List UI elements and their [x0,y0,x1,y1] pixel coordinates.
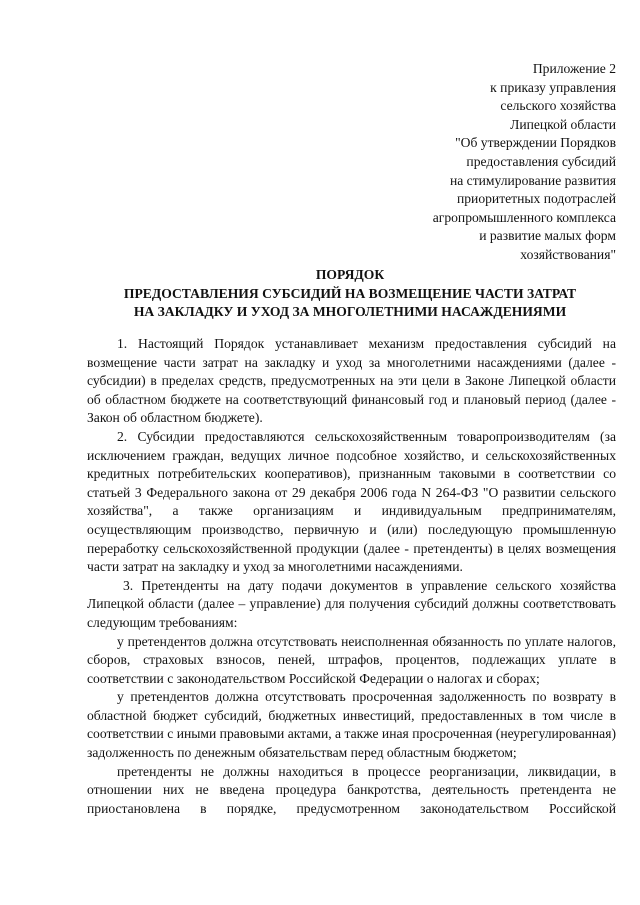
appendix-line: на стимулирование развития [449,172,616,188]
body-paragraph: 1. Настоящий Порядок устанавливает механизм предоставления субсидий на возмещение части затрат на закладку и уход за многолетними насаждениями (далее - субсидии) в пределах средств, предусмотренных на эти цели в Законе Липецкой области об областном бюджете на соответствующий финансовый год и плановый период (далее - Закон об областном бюджете). [87,336,616,426]
appendix-line: Приложение 2 [532,61,616,76]
appendix-header [356,60,616,265]
body-paragraph: 3. Претенденты на дату подачи документов в управление сельского хозяйства Липецкой области (далее – управление) для получения субсидий должны соответствовать следующим требованиям: [87,577,616,630]
appendix-line: агропромышленного комплекса [432,209,616,225]
document-body [87,335,616,818]
appendix-line: приоритетных подотраслей [456,191,616,207]
title-line: ПРЕДОСТАВЛЕНИЯ СУБСИДИЙ НА ВОЗМЕЩЕНИЕ ЧАСТИ ЗАТРАТ [123,285,577,301]
appendix-line: "Об утверждении Порядков [455,135,616,151]
body-paragraph: претенденты не должны находиться в процессе реорганизации, ликвидации, в отношении них не введена процедура банкротства, деятельность претендента не приостановлена в порядке, предусмотренном законодательством Российской [87,763,616,816]
title-line: ПОРЯДОК [315,267,385,282]
appendix-line: предоставления субсидий [466,153,616,169]
body-paragraph: у претендентов должна отсутствовать просроченная задолженность по возврату в областной бюджет субсидий, бюджетных инвестиций, предоставленных в том числе в соответствии с иными правовыми актами, а также иная просроченная (неурегулированная) задолженность по денежным обязательствам перед областным бюджетом; [87,689,616,761]
body-paragraph: у претендентов должна отсутствовать неисполненная обязанность по уплате налогов, сборов, страховых взносов, пеней, штрафов, процентов, подлежащих уплате в соответствии с законодательством Российской Федерации о налогах и сборах; [87,633,616,686]
appendix-line: и развитие малых форм [479,228,616,244]
appendix-line: Липецкой области [510,116,616,132]
appendix-line: к приказу управления [490,79,616,95]
title-line: НА ЗАКЛАДКУ И УХОД ЗА МНОГОЛЕТНИМИ НАСАЖДЕНИЯМИ [133,304,567,319]
appendix-line: хозяйствования" [520,246,616,262]
appendix-line: сельского хозяйства [500,98,616,114]
document-title [70,266,630,322]
body-paragraph: 2. Субсидии предоставляются сельскохозяйственным товаропроизводителям (за исключением граждан, ведущих личное подсобное хозяйство, и сельскохозяйственных кредитных потребительских кооперативов), признанным таковыми в соответствии со статьей 3 Федерального закона от 29 декабря 2006 года N 264-ФЗ "О развитии сельского хозяйства", а также организациям и индивидуальным предпринимателям, осуществляющим производство, первичную и (или) последующую промышленную переработку сельскохозяйственной продукции (далее - претенденты) в целях возмещения части затрат на закладку и уход за многолетними насаждениями. [87,428,616,575]
